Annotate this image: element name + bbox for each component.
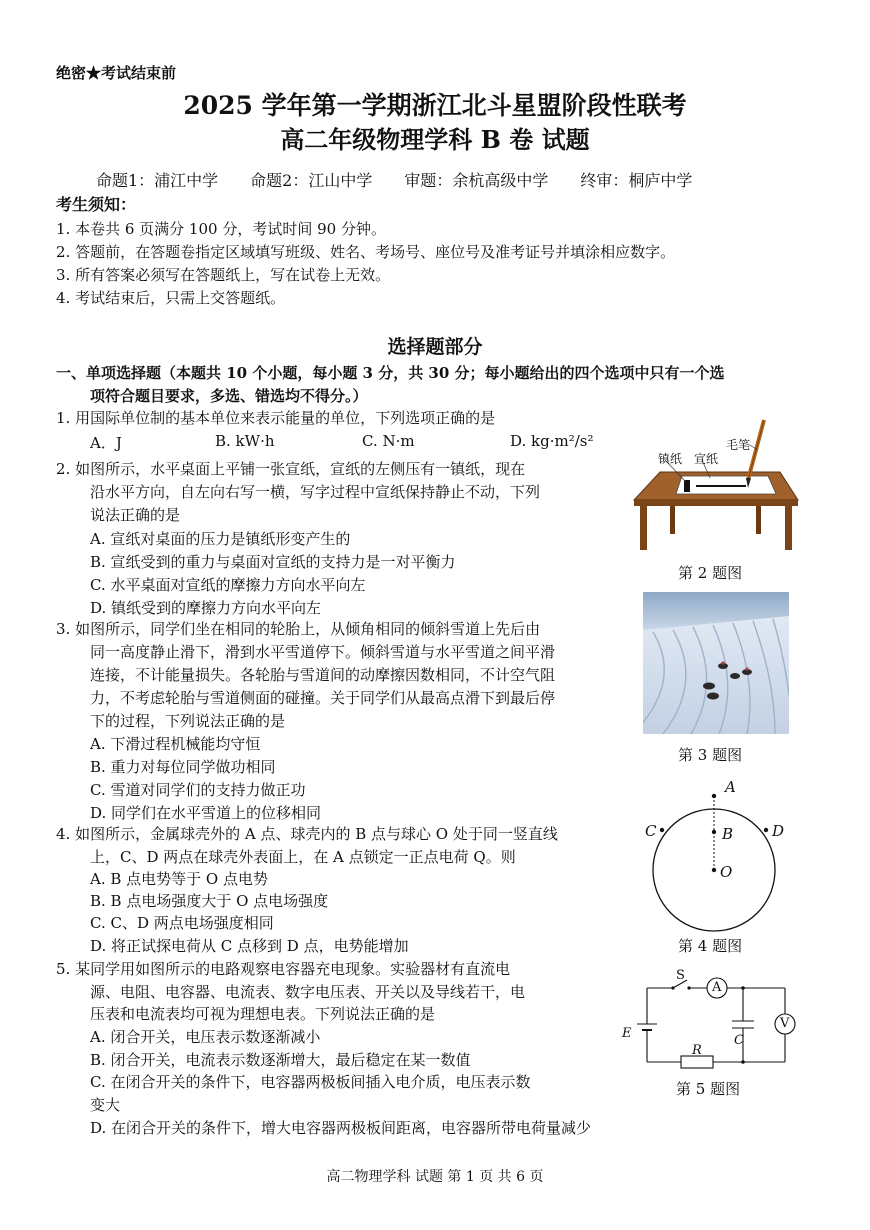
q4-figure: [640, 774, 800, 934]
q5-stem: 5. 某同学用如图所示的电路观察电容器充电现象。实验器材有直流电: [56, 960, 511, 978]
notice-item: 4. 考试结束后，只需上交答题纸。: [56, 289, 286, 307]
exam-title: 2025 学年第一学期浙江北斗星盟阶段性联考: [183, 91, 687, 120]
q5-label-e: E: [622, 1026, 632, 1041]
q2-figure: [630, 412, 800, 552]
q5-label-c: C: [734, 1033, 744, 1048]
q2-option-d: D. 镇纸受到的摩擦力方向水平向左: [90, 599, 322, 617]
q5-label-r: R: [692, 1043, 702, 1058]
q5-stem: 压表和电流表均可视为理想电表。下列说法正确的是: [90, 1005, 436, 1023]
q1-option-b: B. kW·h: [215, 432, 275, 450]
q4-label-b: B: [722, 825, 734, 843]
section-title: 选择题部分: [387, 336, 483, 358]
exam-subtitle: 高二年级物理学科 B 卷 试题: [280, 125, 590, 154]
q1-stem: 1. 用国际单位制的基本单位来表示能量的单位，下列选项正确的是: [56, 409, 496, 427]
notice-item: 2. 答题前，在答题卷指定区域填写班级、姓名、考场号、座位号及准考证号并填涂相应数字。: [56, 243, 676, 261]
q5-option-c: C. 在闭合开关的条件下，电容器两极板间插入电介质，电压表示数: [90, 1073, 531, 1091]
q2-option-b: B. 宣纸受到的重力与桌面对宣纸的支持力是一对平衡力: [90, 553, 456, 571]
q3-stem: 同一高度静止滑下，滑到水平雪道停下。倾斜雪道与水平雪道之间平滑: [90, 643, 556, 661]
q5-label-ammeter: A: [712, 980, 722, 995]
q3-snow-photo: [643, 592, 789, 734]
q5-circuit: [615, 968, 805, 1073]
notice-item: 3. 所有答案必须写在答题纸上，写在试卷上无效。: [56, 266, 391, 284]
secrecy-label: 绝密★考试结束前: [56, 64, 177, 82]
notice-heading: 考生须知：: [56, 195, 137, 214]
q2-stem: 沿水平方向，自左向右写一横，写字过程中宣纸保持静止不动，下列: [90, 483, 541, 501]
q5-option-b: B. 闭合开关，电流表示数逐渐增大，最后稳定在某一数值: [90, 1051, 471, 1069]
q1-option-d: D. kg·m²/s²: [510, 432, 594, 450]
q5-label-voltmeter: V: [780, 1016, 790, 1031]
q3-option-d: D. 同学们在水平雪道上的位移相同: [90, 804, 322, 822]
q2-option-a: A. 宣纸对桌面的压力是镇纸形变产生的: [90, 530, 351, 548]
q3-caption: 第 3 题图: [678, 746, 743, 764]
q4-option-b: B. B 点电场强度大于 O 点电场强度: [90, 892, 329, 910]
q3-stem: 3. 如图所示，同学们坐在相同的轮胎上，从倾角相同的倾斜雪道上先后由: [56, 620, 541, 638]
q3-stem: 力，不考虑轮胎与雪道侧面的碰撞。关于同学们从最高点滑下到最后停: [90, 689, 556, 707]
q2-stem: 说法正确的是: [90, 506, 181, 524]
q4-stem: 上，C、D 两点在球壳外表面上，在 A 点锁定一正点电荷 Q。则: [90, 848, 516, 866]
q3-option-a: A. 下滑过程机械能均守恒: [90, 735, 261, 753]
q5-stem: 源、电阻、电容器、电流表、数字电压表、开关以及导线若干，电: [90, 983, 526, 1001]
notice-item: 1. 本卷共 6 页满分 100 分，考试时间 90 分钟。: [56, 220, 386, 238]
q4-option-a: A. B 点电势等于 O 点电势: [90, 870, 268, 888]
q3-option-c: C. 雪道对同学们的支持力做正功: [90, 781, 306, 799]
q5-option-a: A. 闭合开关，电压表示数逐渐减小: [90, 1028, 321, 1046]
q4-label-a: A: [725, 778, 736, 796]
q4-stem: 4. 如图所示，金属球壳外的 A 点、球壳内的 B 点与球心 O 处于同一竖直线: [56, 825, 558, 843]
part-instructions: 项符合题目要求，多选、错选均不得分。）: [90, 387, 368, 405]
part-instructions: 一、单项选择题（本题共 10 个小题，每小题 3 分，共 30 分；每小题给出的四个选项中只有一个选: [56, 364, 725, 382]
q3-stem: 连接，不计能量损失。各轮胎与雪道间的动摩擦因数相同，不计空气阻: [90, 666, 556, 684]
q3-option-b: B. 重力对每位同学做功相同: [90, 758, 276, 776]
q4-option-d: D. 将正试探电荷从 C 点移到 D 点，电势能增加: [90, 937, 409, 955]
q5-label-s: S: [676, 968, 685, 983]
q4-option-c: C. C、D 两点电场强度相同: [90, 914, 274, 932]
q3-stem: 下的过程，下列说法正确的是: [90, 712, 286, 730]
q4-label-d: D: [772, 822, 785, 840]
q1-option-c: C. N·m: [362, 432, 415, 450]
q2-option-c: C. 水平桌面对宣纸的摩擦力方向水平向左: [90, 576, 366, 594]
page-footer: 高二物理学科 试题 第 1 页 共 6 页: [326, 1169, 544, 1185]
q2-label-zhenzhi: 镇纸: [658, 452, 683, 466]
q4-label-o: O: [720, 863, 733, 881]
q2-label-maobi: 毛笔: [726, 438, 751, 452]
q2-caption: 第 2 题图: [678, 564, 743, 582]
q5-option-d: D. 在闭合开关的条件下，增大电容器两极板间距离，电容器所带电荷量减少: [90, 1119, 592, 1137]
q4-caption: 第 4 题图: [678, 937, 743, 955]
q4-label-c: C: [645, 822, 657, 840]
q1-option-a: A．J: [90, 434, 122, 452]
q5-option-c-cont: 变大: [90, 1096, 121, 1114]
q2-stem: 2. 如图所示，水平桌面上平铺一张宣纸，宣纸的左侧压有一镇纸，现在: [56, 460, 526, 478]
q5-caption: 第 5 题图: [676, 1080, 741, 1098]
q2-label-xuanzhi: 宣纸: [694, 452, 719, 466]
authors-line: 命题1：浦江中学 命题2：江山中学 审题：余杭高级中学 终审：桐庐中学: [96, 171, 693, 190]
